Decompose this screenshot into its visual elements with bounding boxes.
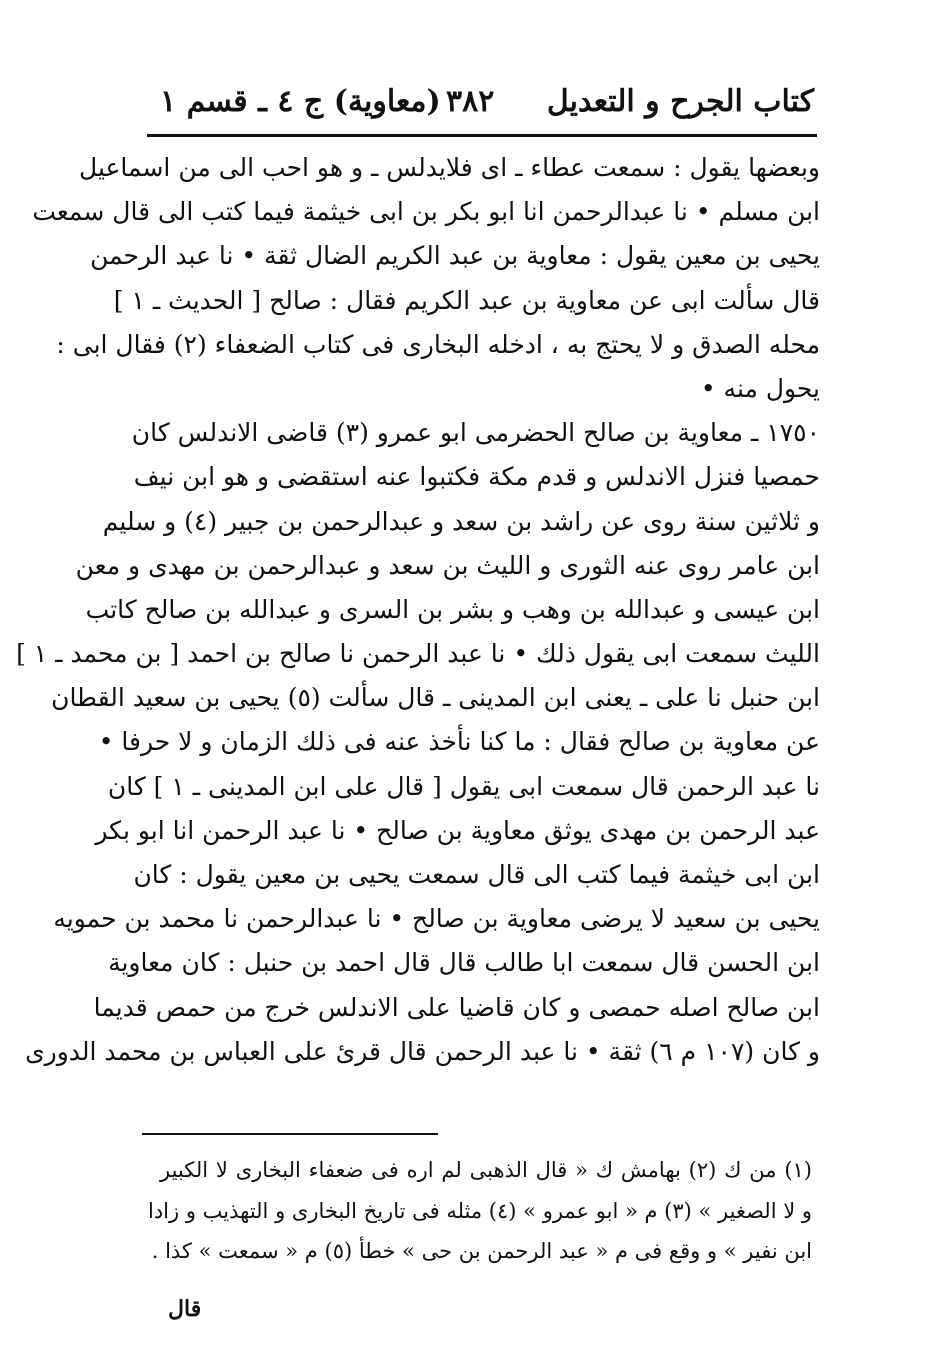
section-label: (معاوية) ج ٤ ـ قسم ١ <box>160 84 441 119</box>
text-line: نا عبد الرحمن قال سمعت ابى يقول [ قال على ابن المدينى ـ ١ ] كان <box>107 771 820 801</box>
text-line: و ثلاثين سنة روى عن راشد بن سعد و عبدالرحمن بن جبير (٤) و سليم <box>102 506 820 536</box>
footnote-line: ابن نفير » و وقع فى م « عبد الرحمن بن حى » خطأ (٥) م « سمعت » كذا . <box>151 1239 812 1263</box>
entry-heading-line: ١٧٥٠ ـ معاوية بن صالح الحضرمى ابو عمرو (٣) قاضى الاندلس كان <box>131 418 820 448</box>
page-number: ٣٨٢ <box>446 84 495 119</box>
text-line: الليث سمعت ابى يقول ذلك • نا عبد الرحمن نا صالح بن احمد [ بن محمد ـ ١ ] <box>16 639 820 669</box>
main-text <box>16 146 820 1074</box>
footnote-line: و لا الصغير » (٣) م « ابو عمرو » (٤) مثله فى تاريخ البخارى و التهذيب و زادا <box>148 1198 812 1223</box>
header-rule <box>147 134 817 137</box>
text-line: حمصيا فنزل الاندلس و قدم مكة فكتبوا عنه استقضى و هو ابن نيف <box>133 462 820 492</box>
text-line: يحيى بن سعيد لا يرضى معاوية بن صالح • نا عبدالرحمن نا محمد بن حمويه <box>53 904 820 934</box>
text-line: عن معاوية بن صالح فقال : ما كنا نأخذ عنه فى ذلك الزمان و لا حرفا • <box>98 727 820 757</box>
text-line: قال سألت ابى عن معاوية بن عبد الكريم فقال : صالح [ الحديث ـ ١ ] <box>113 285 820 315</box>
running-header <box>150 76 814 128</box>
text-line: عبد الرحمن بن مهدى يوثق معاوية بن صالح • نا عبد الرحمن انا ابو بكر <box>95 815 820 845</box>
catchword: قال <box>168 1296 202 1322</box>
text-line: ابن مسلم • نا عبدالرحمن انا ابو بكر بن ابى خيثمة فيما كتب الى قال سمعت <box>32 197 820 227</box>
text-line: ابن عيسى و عبدالله بن وهب و بشر بن السرى و عبدالله بن صالح كاتب <box>85 594 820 624</box>
text-line: و كان (١٠٧ م ٦) ثقة • نا عبد الرحمن قال قرئ على العباس بن محمد الدورى <box>25 1036 820 1066</box>
book-title: كتاب الجرح و التعديل <box>546 84 814 119</box>
footnotes <box>148 1150 812 1272</box>
text-line: ابن الحسن قال سمعت ابا طالب قال قال احمد بن حنبل : كان معاوية <box>108 948 820 978</box>
text-line: يحيى بن معين يقول : معاوية بن عبد الكريم الضال ثقة • نا عبد الرحمن <box>90 241 820 271</box>
footnote-line: (١) من ك (٢) بهامش ك « قال الذهبى لم اره فى ضعفاء البخارى لا الكبير <box>160 1158 812 1182</box>
text-line: يحول منه • <box>700 373 820 403</box>
text-line: ابن صالح اصله حمصى و كان قاضيا على الاندلس خرج من حمص قديما <box>93 992 820 1022</box>
footnote-rule <box>142 1133 438 1135</box>
text-line: وبعضها يقول : سمعت عطاء ـ اى فلايدلس ـ و هو احب الى من اسماعيل <box>79 153 820 182</box>
text-line: ابن حنبل نا على ـ يعنى ابن المدينى ـ قال سألت (٥) يحيى بن سعيد القطان <box>51 683 820 713</box>
text-line: محله الصدق و لا يحتج به ، ادخله البخارى فى كتاب الضعفاء (٢) فقال ابى : <box>56 329 820 359</box>
text-line: ابن ابى خيثمة فيما كتب الى قال سمعت يحيى بن معين يقول : كان <box>133 860 820 889</box>
text-line: ابن عامر روى عنه الثورى و الليث بن سعد و عبدالرحمن بن مهدى و معن <box>75 550 820 580</box>
